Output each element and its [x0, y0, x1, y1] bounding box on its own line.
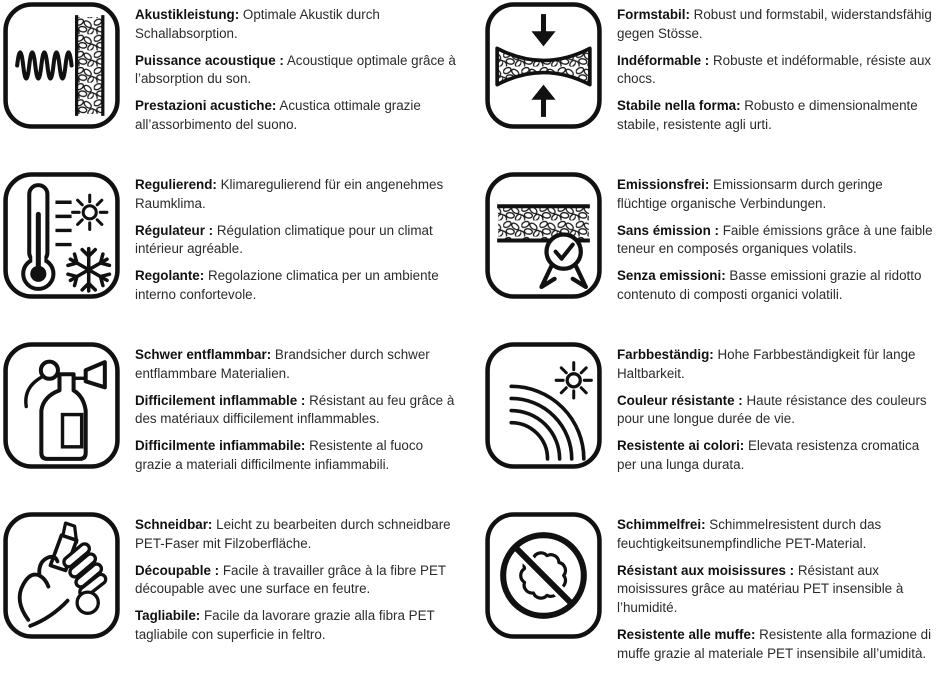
- cuttable-icon: [3, 512, 120, 680]
- feature-text-it: Resistente alla formazione di muffe grazie al materiale PET insensibile all’umidità.: [617, 626, 932, 661]
- feature-paragraph-fr: [135, 222, 459, 260]
- feature-label-fr: Découpable :: [135, 562, 220, 578]
- feature-item: [468, 510, 936, 680]
- feature-text-de: Emissionsarm durch geringe flüchtige organische Verbindungen.: [617, 177, 883, 211]
- low-emission-icon: [485, 172, 602, 340]
- feature-label-it: Senza emissioni:: [617, 268, 726, 284]
- feature-item: [468, 340, 936, 510]
- feature-paragraph-it: [617, 267, 936, 305]
- feature-label-de: Emissionsfrei:: [617, 177, 710, 192]
- feature-label-de: Schwer entflammbar:: [135, 347, 272, 362]
- feature-text-fr: Haute résistance des couleurs pour une longue durée de vie.: [617, 392, 927, 427]
- feature-text-fr: Faible émissions grâce à une faible teneur en composés organiques volatils.: [617, 222, 933, 257]
- feature-label-de: Schimmelfrei:: [617, 517, 706, 532]
- color-fastness-icon: [485, 342, 602, 510]
- feature-paragraph-de: [135, 6, 459, 44]
- feature-paragraph-fr: [617, 222, 936, 260]
- feature-paragraph-de: [617, 346, 936, 384]
- feature-texts: [135, 172, 459, 340]
- feature-item: [0, 170, 468, 340]
- feature-text-fr: Facile à travailler grâce à la fibre PET découpable avec une surface en feutre.: [135, 562, 446, 597]
- feature-paragraph-it: [135, 607, 459, 645]
- feature-text-it: Regolazione climatica per un ambiente interno confortevole.: [135, 268, 439, 302]
- feature-paragraph-de: [135, 346, 459, 384]
- feature-label-it: Difficilmente infiammabile:: [135, 438, 306, 454]
- climate-regulation-icon: [3, 172, 120, 299]
- feature-text-de: Optimale Akustik durch Schallabsorption.: [135, 7, 380, 41]
- feature-text-it: Acustica ottimale grazie all’assorbimento del suono.: [135, 98, 421, 132]
- climate-regulation-icon: [3, 172, 120, 340]
- feature-paragraph-it: [617, 437, 936, 475]
- feature-label-fr: Indéformable :: [617, 52, 710, 68]
- feature-item: [468, 170, 936, 340]
- feature-item: [0, 510, 468, 680]
- feature-paragraph-fr: [617, 52, 936, 90]
- sun-icon: [73, 195, 107, 229]
- feature-paragraph-it: [135, 97, 459, 135]
- feature-label-de: Schneidbar:: [135, 517, 213, 532]
- feature-text-it: Robusto e dimensionalmente stabile, resistente agli urti.: [617, 98, 918, 132]
- feature-texts: [135, 342, 459, 510]
- feature-paragraph-de: [135, 176, 459, 214]
- feature-label-it: Stabile nella forma:: [617, 98, 741, 114]
- flame-retardant-icon: [3, 342, 120, 469]
- feature-text-fr: Résistant au feu grâce à des matériaux difficilement inflammables.: [135, 392, 455, 427]
- feature-paragraph-de: [135, 516, 459, 554]
- feature-text-fr: Acoustique optimale grâce à l’absorption du son.: [135, 52, 456, 87]
- color-fastness-icon: [485, 342, 602, 469]
- feature-text-de: Klimaregulierend für ein angenehmes Raumklima.: [135, 177, 444, 211]
- feature-text-de: Schimmelresistent durch das feuchtigkeitsunempfindliche PET-Material.: [617, 517, 882, 551]
- feature-label-fr: Résistant aux moisissures :: [617, 562, 795, 578]
- feature-label-it: Tagliabile:: [135, 608, 201, 624]
- feature-paragraph-it: [135, 267, 459, 305]
- feature-text-de: Leicht zu bearbeiten durch schneidbare PET-Faser mit Filzoberfläche.: [135, 517, 451, 551]
- feature-label-de: Regulierend:: [135, 177, 217, 192]
- feature-label-fr: Régulateur :: [135, 222, 214, 238]
- shape-stability-icon: [485, 2, 602, 129]
- feature-item: [0, 340, 468, 510]
- shape-stability-icon: [485, 2, 602, 170]
- feature-label-it: Regolante:: [135, 268, 205, 284]
- feature-item: [468, 0, 936, 170]
- feature-label-de: Farbbeständig:: [617, 347, 714, 362]
- feature-text-de: Brandsicher durch schwer entflammbare Materialien.: [135, 347, 430, 381]
- sun-icon: [556, 363, 591, 398]
- feature-texts: [135, 512, 459, 680]
- feature-label-fr: Difficilement inflammable :: [135, 392, 306, 408]
- feature-paragraph-fr: [135, 562, 459, 600]
- feature-label-it: Resistente alle muffe:: [617, 626, 756, 642]
- feature-texts: [617, 342, 936, 510]
- feature-label-it: Prestazioni acustiche:: [135, 98, 277, 114]
- feature-paragraph-fr: [135, 392, 459, 430]
- feature-item: [0, 0, 468, 170]
- feature-text-de: Hohe Farbbeständigkeit für lange Haltbarkeit.: [617, 347, 916, 381]
- feature-texts: [617, 2, 936, 170]
- feature-paragraph-fr: [617, 392, 936, 430]
- feature-label-it: Resistente ai colori:: [617, 438, 745, 454]
- sound-absorption-icon: [3, 2, 120, 170]
- feature-text-fr: Régulation climatique pour un climat intérieur agréable.: [135, 222, 433, 257]
- feature-texts: [617, 512, 936, 680]
- feature-text-de: Robust und formstabil, widerstandsfähig gegen Stösse.: [617, 7, 932, 41]
- feature-paragraph-fr: [135, 52, 459, 90]
- flame-retardant-icon: [3, 342, 120, 510]
- sound-absorption-icon: [3, 2, 120, 129]
- feature-label-fr: Couleur résistante :: [617, 392, 743, 408]
- feature-paragraph-de: [617, 6, 936, 44]
- feature-text-fr: Résistant aux moisissures grâce au matériau PET insensible à l’humidité.: [617, 562, 904, 616]
- feature-paragraph-de: [617, 176, 936, 214]
- feature-paragraph-it: [617, 97, 936, 135]
- feature-label-fr: Puissance acoustique :: [135, 52, 284, 68]
- feature-paragraph-de: [617, 516, 936, 554]
- feature-text-it: Facile da lavorare grazie alla fibra PET tagliabile con superficie in feltro.: [135, 608, 435, 642]
- feature-paragraph-it: [617, 626, 936, 664]
- feature-text-it: Basse emissioni grazie al ridotto contenuto di composti organici volatili.: [617, 268, 922, 302]
- low-emission-icon: [485, 172, 602, 299]
- feature-text-it: Resistente al fuoco grazie a materiali difficilmente infiammabili.: [135, 438, 424, 472]
- feature-label-de: Formstabil:: [617, 7, 690, 22]
- feature-paragraph-fr: [617, 562, 936, 618]
- mold-resistant-icon: [485, 512, 602, 680]
- feature-text-it: Elevata resistenza cromatica per una lunga durata.: [617, 438, 920, 472]
- feature-texts: [617, 172, 936, 340]
- cuttable-icon: [3, 512, 120, 639]
- feature-texts: [135, 2, 459, 170]
- feature-label-fr: Sans émission :: [617, 222, 719, 238]
- feature-text-fr: Robuste et indéformable, résiste aux chocs.: [617, 52, 932, 87]
- feature-paragraph-it: [135, 437, 459, 475]
- mold-resistant-icon: [485, 512, 602, 639]
- feature-label-de: Akustikleistung:: [135, 7, 240, 22]
